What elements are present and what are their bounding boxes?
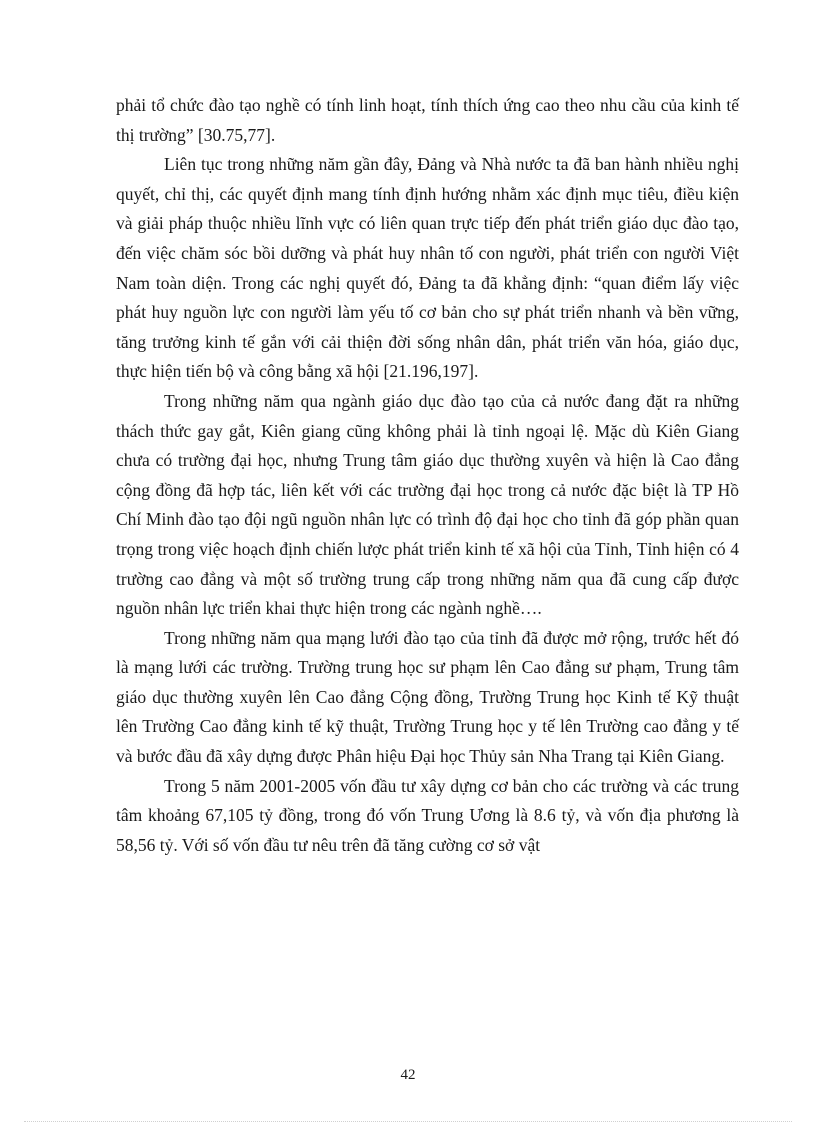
paragraph-network: Trong những năm qua mạng lưới đào tạo của tỉnh đã được mở rộng, trước hết đó là mạng lưới các trường. Trường trung học sư phạm lên Cao đẳng sư phạm, Trung tâm giáo dục thường xuyên lên Cao đẳng Cộng đồng, Trường Trung học Kinh tế Kỹ thuật lên Trường Cao đẳng kinh tế kỹ thuật, Trường Trung học y tế lên Trường cao đẳng y tế và bước đầu đã xây dựng được Phân hiệu Đại học Thủy sản Nha Trang tại Kiên Giang.	[116, 627, 739, 767]
document-body	[116, 91, 739, 860]
paragraph-policy: Liên tục trong những năm gần đây, Đảng và Nhà nước ta đã ban hành nhiều nghị quyết, chỉ thị, các quyết định mang tính định hướng nhằm xác định mục tiêu, điều kiện và giải pháp thuộc nhiều lĩnh vực có liên quan trực tiếp đến phát triển giáo dục đào tạo, đến việc chăm sóc bồi dưỡng và phát huy nhân tố con người, phát triển con người Việt Nam toàn diện. Trong các nghị quyết đó, Đảng ta đã khẳng định: “quan điểm lấy việc phát huy nguồn lực con người làm yếu tố cơ bản cho sự phát triển nhanh và bền vững, tăng trưởng kinh tế gắn với cải thiện đời sống nhân dân, phát triển văn hóa, giáo dục, thực hiện tiến bộ và công bằng xã hội [21.196,197].	[116, 154, 739, 382]
paragraph-investment: Trong 5 năm 2001-2005 vốn đầu tư xây dựng cơ bản cho các trường và các trung tâm khoảng 67,105 tỷ đồng, trong đó vốn Trung Ương là 8.6 tỷ, và vốn địa phương là 58,56 tỷ. Với số vốn đầu tư nêu trên đã tăng cường cơ sở vật	[116, 775, 739, 855]
paragraph-continuation: phải tổ chức đào tạo nghề có tính linh hoạt, tính thích ứng cao theo nhu cầu của kinh tế thị trường” [30.75,77].	[116, 95, 739, 145]
footer-divider	[24, 1121, 792, 1122]
paragraph-challenges: Trong những năm qua ngành giáo dục đào tạo của cả nước đang đặt ra những thách thức gay gắt, Kiên giang cũng không phải là tỉnh ngoại lệ. Mặc dù Kiên Giang chưa có trường đại học, nhưng Trung tâm giáo dục thường xuyên và hiện là Cao đẳng cộng đồng đã hợp tác, liên kết với các trường đại học trong cả nước đặc biệt là TP Hồ Chí Minh đào tạo đội ngũ nguồn nhân lực có trình độ đại học cho tỉnh đã góp phần quan trọng trong việc hoạch định chiến lược phát triển kinh tế xã hội của Tỉnh, Tỉnh hiện có 4 trường cao đẳng và một số trường trung cấp trong những năm qua đã cung cấp được nguồn nhân lực triển khai thực hiện trong các ngành nghề….	[116, 390, 739, 619]
page-number: 42	[400, 1067, 416, 1083]
